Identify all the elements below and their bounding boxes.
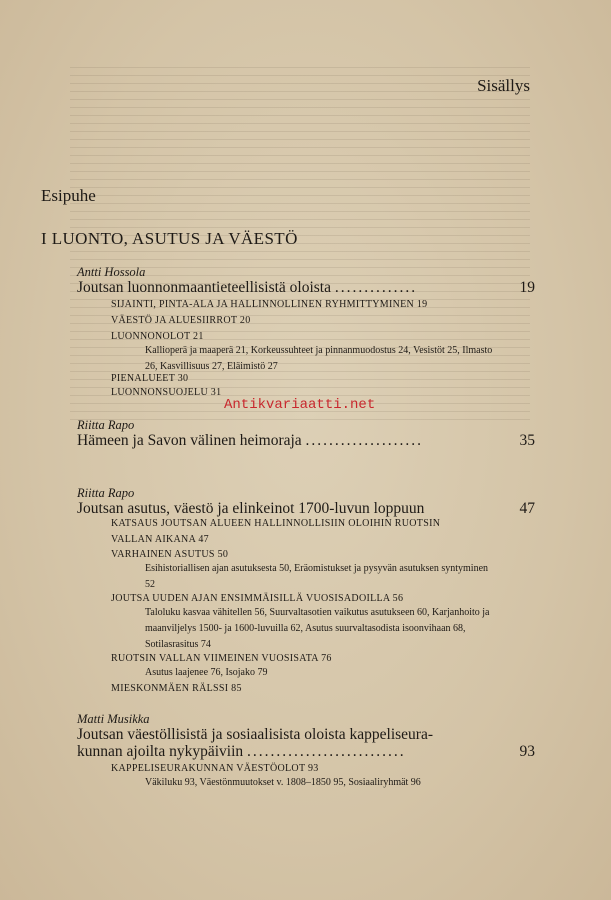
- article-title-line: [77, 743, 533, 760]
- section-heading: LUONNONOLOT 21: [111, 331, 204, 342]
- article-title: kunnan ajoilta nykypäiviin: [77, 743, 244, 760]
- article-title-row: [77, 500, 533, 517]
- article-author: Riitta Rapo: [77, 418, 135, 432]
- page-title: Sisällys: [477, 76, 530, 95]
- section-heading: KAPPELISEURAKUNNAN VÄESTÖOLOT 93: [111, 763, 319, 774]
- section-heading: VÄESTÖ JA ALUESIIRROT 20: [111, 315, 251, 326]
- article-title: Hämeen ja Savon välinen heimoraja: [77, 432, 302, 449]
- subsection-list: Taloluku kasvaa vähitellen 56, Suurvaltasotien vaikutus asutukseen 60, Karjanhoito ja maanviljelys 1500- ja 1600-luvuilla 62, Asutus suurvaltasodista isoonvihaan 68, Sotilasrasitus 74: [145, 607, 490, 650]
- section-heading: LUONNONSUOJELU 31: [111, 387, 222, 398]
- leader-dots: ....................: [305, 432, 424, 449]
- article-author: Antti Hossola: [77, 265, 146, 279]
- article-title-row: [77, 279, 533, 296]
- part-heading: I LUONTO, ASUTUS JA VÄESTÖ: [41, 229, 298, 248]
- leader-dots: ..............: [334, 279, 418, 296]
- section-heading: VARHAINEN ASUTUS 50: [111, 549, 229, 560]
- article-page-number: 19: [519, 279, 535, 296]
- section-heading: RUOTSIN VALLAN VIIMEINEN VUOSISATA 76: [111, 653, 332, 664]
- section-heading: KATSAUS JOUTSAN ALUEEN HALLINNOLLISIIN OLOIHIN RUOTSIN: [111, 518, 441, 529]
- subsection-list: Esihistoriallisen ajan asutuksesta 50, Eräomistukset ja pysyvän asutuksen syntyminen 52: [145, 563, 489, 590]
- subsection-list: Kallioperä ja maaperä 21, Korkeussuhteet ja pinnanmuodostus 24, Vesistöt 25, Ilmasto 26, Kasvillisuus 27, Eläimistö 27: [145, 345, 493, 372]
- article-page-number: 35: [519, 432, 535, 449]
- article-author: Riitta Rapo: [77, 486, 135, 500]
- section-heading: JOUTSA UUDEN AJAN ENSIMMÄISILLÄ VUOSISADOILLA 56: [111, 593, 404, 604]
- subsection-list: Asutus laajenee 76, Isojako 79: [145, 667, 268, 678]
- article-title-line: [77, 500, 533, 517]
- section-heading: SIJAINTI, PINTA-ALA JA HALLINNOLLINEN RYHMITTYMINEN 19: [111, 299, 428, 310]
- article-title-line: Joutsan väestöllisistä ja sosiaalisista oloista kappeliseura-: [77, 726, 434, 743]
- article-page-number: 47: [519, 500, 535, 517]
- preface-heading: Esipuhe: [41, 186, 96, 205]
- leader-dots: ...........................: [247, 743, 406, 760]
- section-heading: PIENALUEET 30: [111, 373, 189, 384]
- section-heading: MIESKONMÄEN RÄLSSI 85: [111, 683, 242, 694]
- subsection-list: Väkiluku 93, Väestönmuutokset v. 1808–1850 95, Sosiaaliryhmät 96: [145, 777, 421, 788]
- article-page-number: 93: [519, 743, 535, 760]
- section-heading: VALLAN AIKANA 47: [111, 534, 209, 545]
- article-title: Joutsan luonnonmaantieteellisistä oloista: [77, 279, 331, 296]
- watermark: Antikvariaatti.net: [224, 397, 376, 413]
- article-title-block: [77, 726, 533, 760]
- article-title: Joutsan asutus, väestö ja elinkeinot 1700-luvun loppuun: [77, 500, 425, 517]
- article-author: Matti Musikka: [77, 712, 150, 726]
- article-title-row: [77, 432, 533, 449]
